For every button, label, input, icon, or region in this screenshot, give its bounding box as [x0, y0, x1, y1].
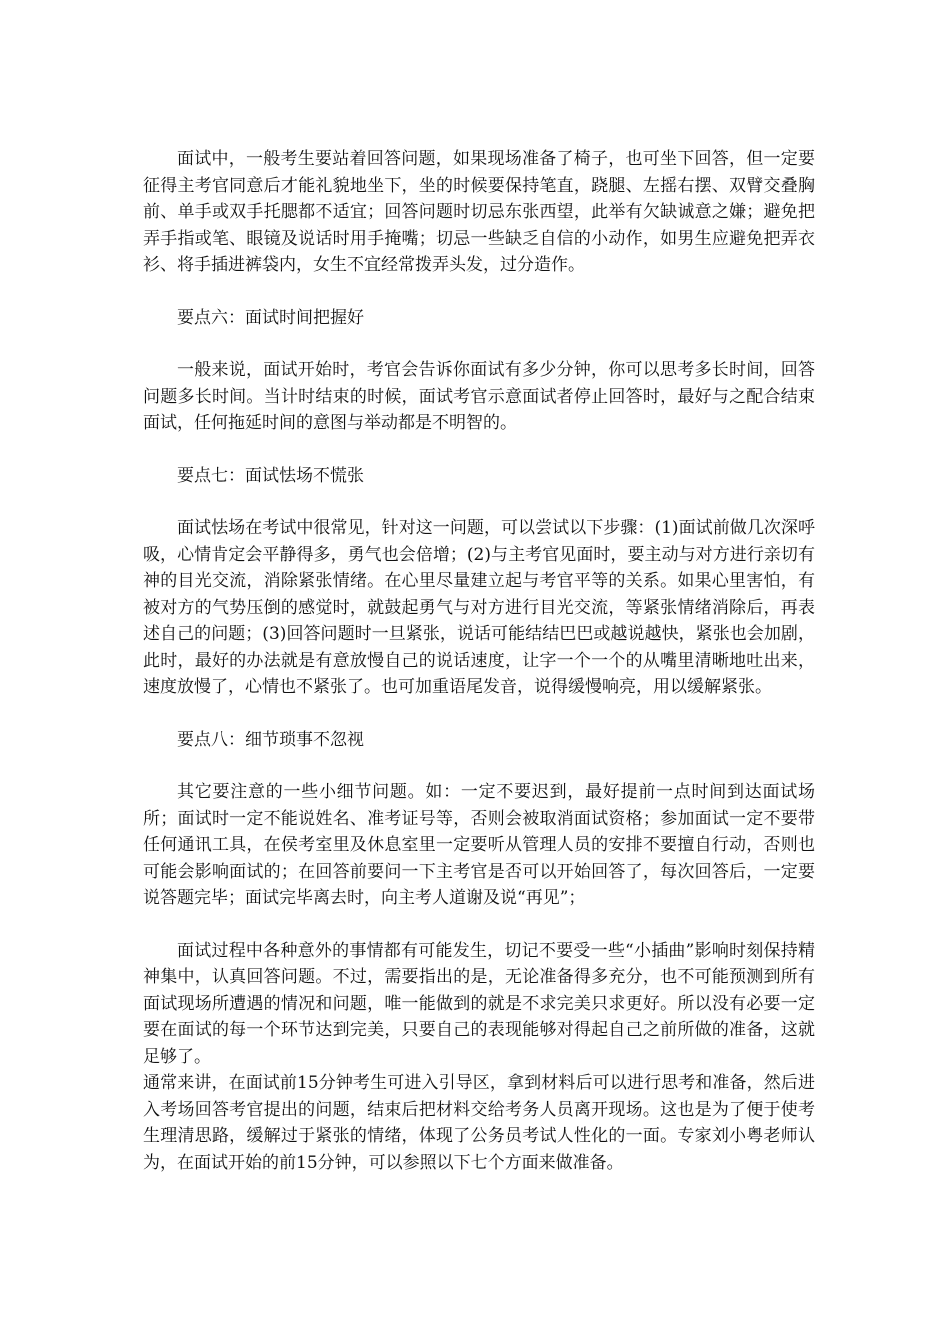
paragraph-unexpected-events: 面试过程中各种意外的事情都有可能发生，切记不要受一些“小插曲”影响时刻保持精神集中，认真回答问题。不过，需要指出的是，无论准备得多充分，也不可能预测到所有面试现场所遭遇的情况和问题，唯一能做到的就是不求完美只求更好。所以没有必要一定要在面试的每一个环节达到完美，只要自己的表现能够对得起自己之前所做的准备，这就足够了。	[143, 940, 815, 1067]
paragraph-posture: 面试中，一般考生要站着回答问题，如果现场准备了椅子，也可坐下回答，但一定要征得主考官同意后才能礼貌地坐下，坐的时候要保持笔直，跷腿、左摇右摆、双臂交叠胸前、单手或双手托腮都不适宜；回答问题时切忌东张西望，此举有欠缺诚意之嫌；避免把弄手指或笔、眼镜及说话时用手掩嘴；切忌一些缺乏自信的小动作，如男生应避免把弄衣衫、将手插进裤袋内，女生不宜经常拨弄头发，过分造作。	[143, 149, 815, 275]
paragraph-time-management: 一般来说，面试开始时，考官会告诉你面试有多少分钟，你可以思考多长时间，回答问题多长时间。当计时结束的时候，面试考官示意面试者停止回答时，最好与之配合结束面试，任何拖延时间的意图与举动都是不明智的。	[143, 360, 815, 433]
document-page	[143, 146, 815, 1176]
paragraph-preparation-15-minutes: 通常来讲，在面试前15分钟考生可进入引导区，拿到材料后可以进行思考和准备，然后进入考场回答考官提出的问题，结束后把材料交给考务人员离开现场。这也是为了便于使考生理清思路，缓解过于紧张的情绪，体现了公务员考试人性化的一面。专家刘小粤老师认为，在面试开始的前15分钟，可以参照以下七个方面来做准备。	[143, 1073, 815, 1173]
heading-point-seven: 要点七：面试怯场不慌张	[177, 465, 364, 486]
paragraph-stage-fright: 面试怯场在考试中很常见，针对这一问题，可以尝试以下步骤：(1)面试前做几次深呼吸，心情肯定会平静得多，勇气也会倍增；(2)与主考官见面时，要主动与对方进行亲切有神的目光交流，消除紧张情绪。在心里尽量建立起与考官平等的关系。如果心里害怕，有被对方的气势压倒的感觉时，就鼓起勇气与对方进行目光交流，等紧张情绪消除后，再表述自己的问题；(3)回答问题时一旦紧张，说话可能结结巴巴或越说越快，紧张也会加剧，此时，最好的办法就是有意放慢自己的说话速度，让字一个一个的从嘴里清晰地吐出来，速度放慢了，心情也不紧张了。也可加重语尾发音，说得缓慢响亮，用以缓解紧张。	[143, 518, 815, 697]
paragraph-details: 其它要注意的一些小细节问题。如：一定不要迟到，最好提前一点时间到达面试场所；面试时一定不能说姓名、准考证号等，否则会被取消面试资格；参加面试一定不要带任何通讯工具，在侯考室里及休息室里一定要听从管理人员的安排不要擅自行动，否则也可能会影响面试的；在回答前要问一下主考官是否可以开始回答了，每次回答后，一定要说答题完毕；面试完毕离去时，向主考人道谢及说“再见”；	[143, 782, 815, 908]
heading-point-six: 要点六：面试时间把握好	[177, 307, 364, 328]
heading-point-eight: 要点八：细节琐事不忽视	[177, 729, 364, 750]
